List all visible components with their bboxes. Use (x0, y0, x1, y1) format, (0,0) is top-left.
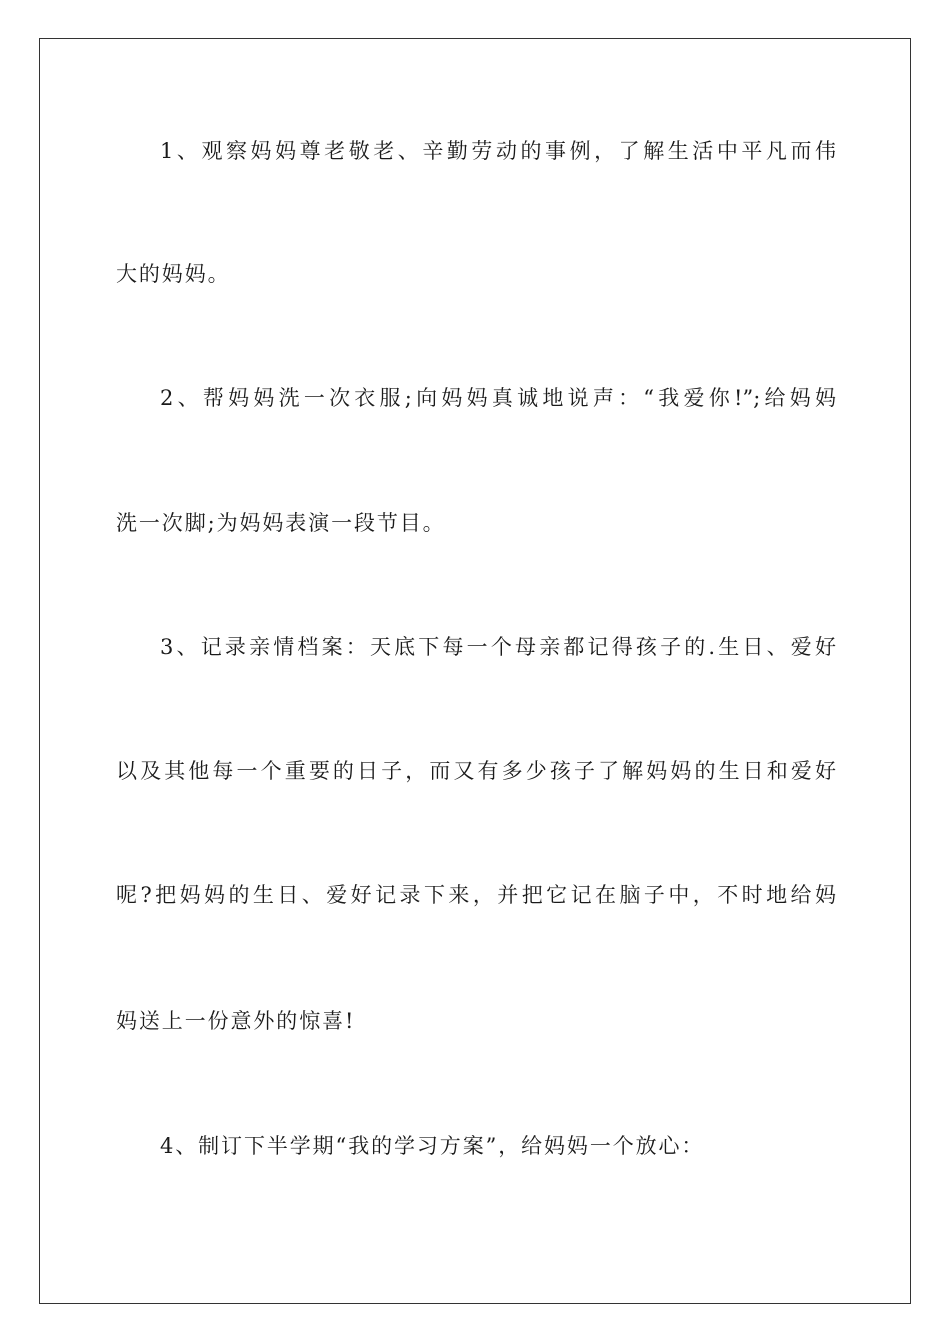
paragraph-3-line-1: 3、记录亲情档案：天底下每一个母亲都记得孩子的.生日、爱好 (160, 635, 836, 659)
paragraph-1-line-1: 1、观察妈妈尊老敬老、辛勤劳动的事例，了解生活中平凡而伟 (160, 139, 836, 163)
paragraph-2-line-1: 2、帮妈妈洗一次衣服;向妈妈真诚地说声：“我爱你!”;给妈妈 (160, 386, 836, 410)
paragraph-4-line-1: 4、制订下半学期“我的学习方案”，给妈妈一个放心： (160, 1134, 705, 1158)
paragraph-3-line-4: 妈送上一份意外的惊喜! (116, 1009, 356, 1033)
page-border (39, 38, 911, 1304)
paragraph-3-line-3: 呢?把妈妈的生日、爱好记录下来，并把它记在脑子中，不时地给妈 (116, 883, 836, 907)
paragraph-2-line-2: 洗一次脚;为妈妈表演一段节目。 (116, 511, 446, 535)
paragraph-1-line-2: 大的妈妈。 (116, 262, 231, 286)
paragraph-3-line-2: 以及其他每一个重要的日子，而又有多少孩子了解妈妈的生日和爱好 (116, 759, 836, 783)
